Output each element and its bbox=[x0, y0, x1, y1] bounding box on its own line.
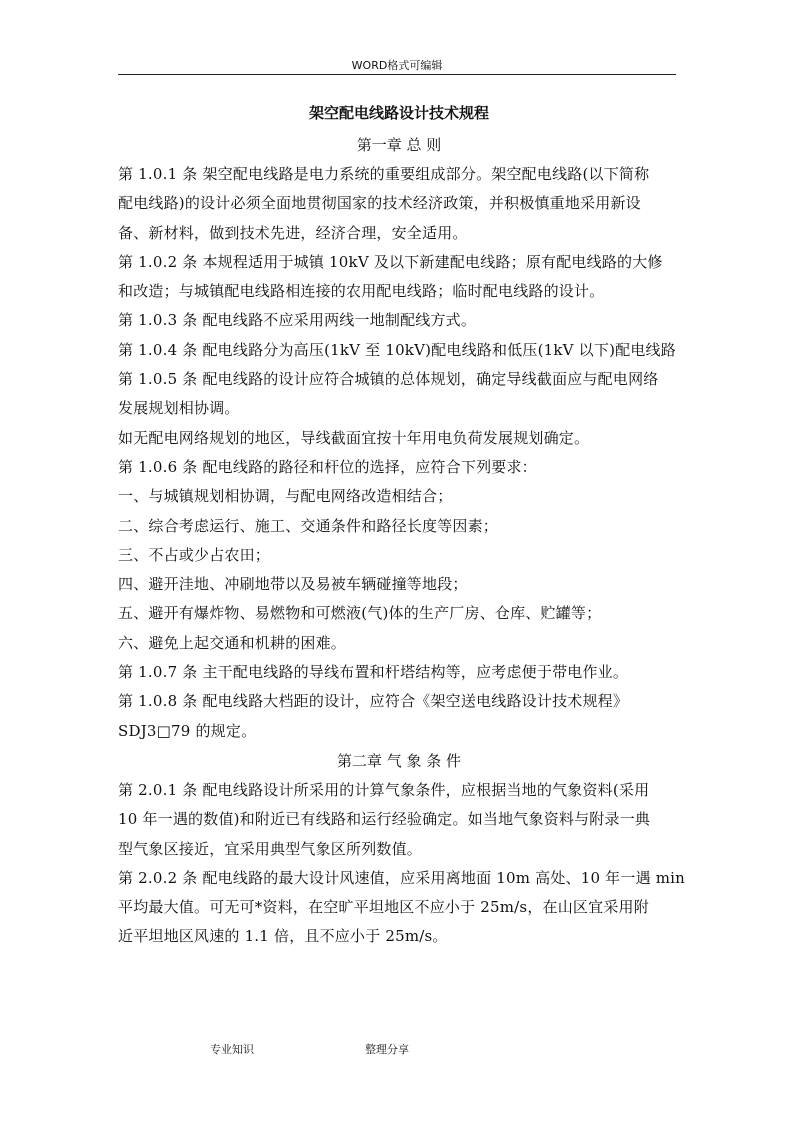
text-line: 二、综合考虑运行、施工、交通条件和路径长度等因素； bbox=[118, 516, 499, 535]
page-header: WORD格式可编辑 bbox=[351, 59, 443, 72]
text-line: 第 1.0.7 条 主干配电线路的导线布置和杆塔结构等，应考虑便于带电作业。 bbox=[118, 663, 629, 682]
text-line: 10 年一遇的数值)和附近已有线路和运行经验确定。如当地气象资料与附录一典 bbox=[118, 810, 651, 829]
text-line: 第 1.0.8 条 配电线路大档距的设计，应符合《架空送电线路设计技术规程》 bbox=[118, 692, 629, 711]
text-line: 如无配电网络规划的地区，导线截面宜按十年用电负荷发展规划确定。 bbox=[118, 428, 590, 447]
text-line: 第 1.0.3 条 配电线路不应采用两线一地制配线方式。 bbox=[118, 311, 477, 330]
footer-right-text: 整理分享 bbox=[365, 1043, 409, 1056]
text-line: 平均最大值。可无可*资料，在空旷平坦地区不应小于 25m/s，在山区宜采用附 bbox=[118, 898, 649, 917]
document-title: 架空配电线路设计技术规程 bbox=[308, 104, 489, 122]
chapter-heading-1: 第一章 总 则 bbox=[356, 136, 442, 154]
text-line: 第 1.0.2 条 本规程适用于城镇 10kV 及以下新建配电线路；原有配电线路的大修 bbox=[118, 252, 663, 271]
text-line: 四、避开洼地、冲刷地带以及易被车辆碰撞等地段； bbox=[118, 575, 468, 594]
text-line: 和改造；与城镇配电线路相连接的农用配电线路；临时配电线路的设计。 bbox=[118, 282, 605, 301]
text-line: 第 1.0.4 条 配电线路分为高压(1kV 至 10kV)配电线路和低压(1kV 以下)配电线路 bbox=[118, 340, 676, 359]
text-line: 配电线路)的设计必须全面地贯彻国家的技术经济政策，并积极慎重地采用新设 bbox=[118, 194, 641, 213]
text-line: 五、避开有爆炸物、易燃物和可燃液(气)体的生产厂房、仓库、贮罐等； bbox=[118, 604, 602, 623]
text-line: 备、新材料，做到技术先进，经济合理，安全适用。 bbox=[118, 223, 468, 242]
footer-left-text: 专业知识 bbox=[210, 1043, 254, 1056]
chapter-2-text bbox=[118, 776, 686, 952]
text-line: 近平坦地区风速的 1.1 倍，且不应小于 25m/s。 bbox=[118, 927, 448, 946]
text-line: 第 1.0.6 条 配电线路的路径和杆位的选择，应符合下列要求： bbox=[118, 457, 537, 476]
text-line: 第 2.0.1 条 配电线路设计所采用的计算气象条件，应根据当地的气象资料(采用 bbox=[118, 780, 650, 799]
text-line: 六、避免上起交通和机耕的困难。 bbox=[118, 633, 347, 652]
text-line: 型气象区接近，宜采用典型气象区所列数值。 bbox=[118, 839, 423, 858]
text-line: 发展规划相协调。 bbox=[118, 399, 240, 418]
document-body bbox=[118, 96, 686, 952]
text-line: 三、不占或少占农田； bbox=[118, 545, 271, 564]
text-line: 一、与城镇规划相协调，与配电网络改造相结合； bbox=[118, 487, 453, 506]
text-line: 第 2.0.2 条 配电线路的最大设计风速值，应采用离地面 10m 高处、10 年一遇 min bbox=[118, 868, 686, 887]
header-rule bbox=[118, 74, 676, 75]
text-line: 第 1.0.1 条 架空配电线路是电力系统的重要组成部分。架空配电线路(以下简称 bbox=[118, 165, 650, 183]
text-line: SDJ3□79 的规定。 bbox=[118, 721, 257, 740]
chapter-1-text bbox=[118, 160, 680, 746]
chapter-heading-2: 第二章 气 象 条 件 bbox=[336, 751, 462, 770]
text-line: 第 1.0.5 条 配电线路的设计应符合城镇的总体规划，确定导线截面应与配电网络 bbox=[118, 370, 659, 389]
